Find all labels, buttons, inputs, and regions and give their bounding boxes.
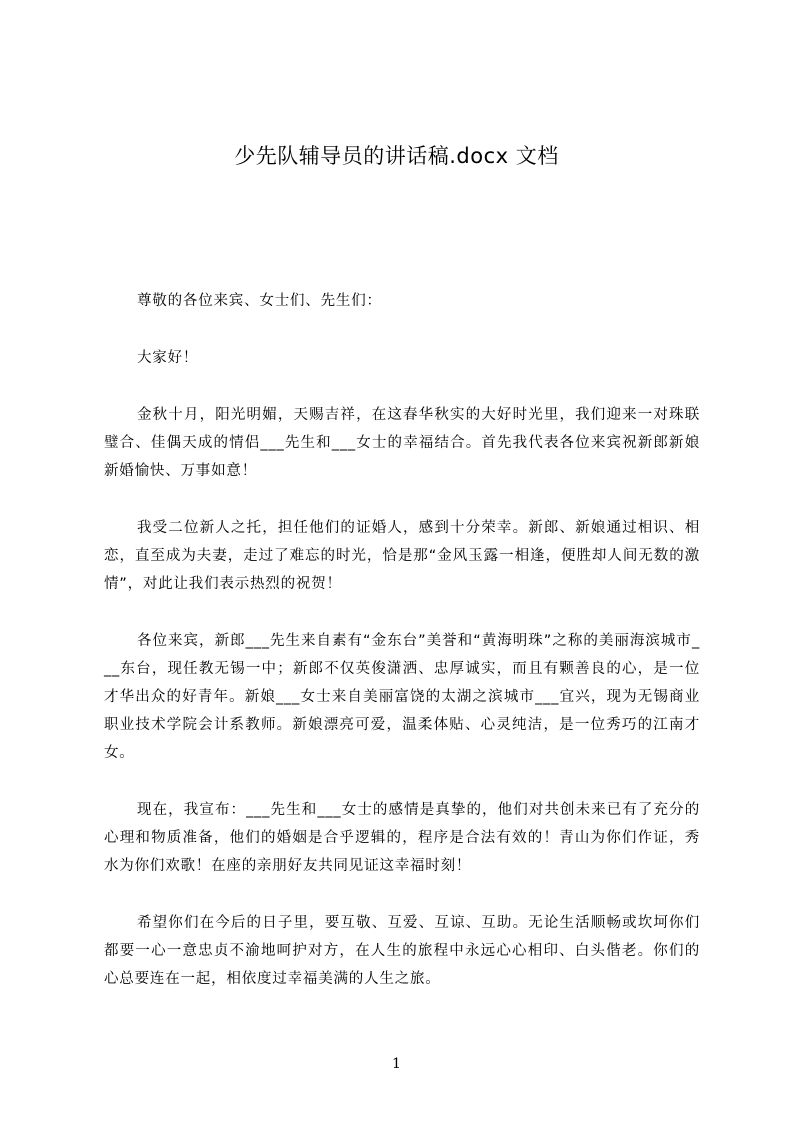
document-title: 少先队辅导员的讲话稿.docx 文档 <box>234 144 559 168</box>
body-paragraph: 金秋十月，阳光明媚，天赐吉祥，在这春华秋实的大好时光里，我们迎来一对珠联璧合、佳偶天成的情侣___先生和___女士的幸福结合。首先我代表各位来宾祝新郎新娘新婚愉快、万事如意！ <box>104 407 700 479</box>
body-paragraph: 希望你们在今后的日子里，要互敬、互爱、互谅、互助。无论生活顺畅或坎坷你们都要一心一意忠贞不渝地呵护对方，在人生的旅程中永远心心相印、白头偕老。你们的心总要连在一起，相依度过幸福美满的人生之旅。 <box>104 915 700 987</box>
page-number: 1 <box>392 1056 401 1072</box>
body-paragraph: 我受二位新人之托，担任他们的证婚人，感到十分荣幸。新郎、新娘通过相识、相恋，直至成为夫妻，走过了难忘的时光，恰是那“金风玉露一相逢，便胜却人间无数的激情”，对此让我们表示热烈的祝贺！ <box>104 520 700 592</box>
document-body <box>104 287 700 993</box>
greeting-paragraph: 大家好！ <box>137 350 199 366</box>
salutation-paragraph: 尊敬的各位来宾、女士们、先生们： <box>137 293 382 309</box>
body-paragraph: 现在，我宣布：___先生和___女士的感情是真挚的，他们对共创未来已有了充分的心理和物质准备，他们的婚姻是合乎逻辑的，程序是合法有效的！青山为你们作证，秀水为你们欢歌！在座的亲朋好友共同见证这幸福时刻！ <box>104 802 700 874</box>
body-paragraph: 各位来宾，新郎___先生来自素有“金东台”美誉和“黄海明珠”之称的美丽海滨城市___东台，现任教无锡一中；新郎不仅英俊潇洒、忠厚诚实，而且有颗善良的心，是一位才华出众的好青年。新娘___女士来自美丽富饶的太湖之滨城市___宜兴，现为无锡商业职业技术学院会计系教师。新娘漂亮可爱，温柔体贴、心灵纯洁，是一位秀巧的江南才女。 <box>104 633 700 761</box>
